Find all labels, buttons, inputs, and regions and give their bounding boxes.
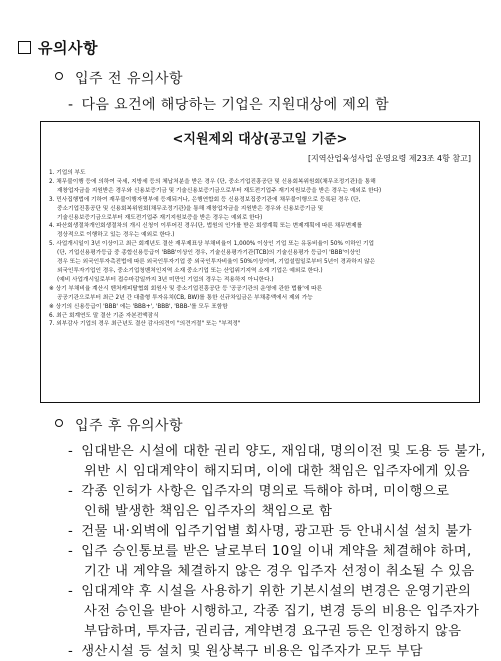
post-line-text: 임대계약 후 시설을 사용하기 위한 기본시설의 변경은 운영기관의 <box>81 584 472 599</box>
post-line-text: 기간 내 계약을 체결하지 않은 경우 입주자 선정이 취소될 수 있음 <box>84 564 475 579</box>
exclusion-line: 공공기관으로부터 최근 2년 간 대출형 투자유치(CB, BW)를 통한 신규차입금은 부채총액에서 제외 가능 <box>57 294 313 301</box>
exclusion-box-source: [지역산업육성사업 운영요령 제23조 4항 참고] <box>307 154 471 163</box>
post-line-text: 입주 승인통보를 받은 날로부터 10일 이내 계약을 체결해야 하며, <box>81 544 472 559</box>
dash-bullet: - <box>68 444 74 459</box>
exclusion-line: ※ 상기의 신용등급이 'BBB' 에는 'BBB+', 'BBB', 'BBB-'를 모두 포함함 <box>49 303 228 310</box>
exclusion-line: 5. 사업개시일이 3년 이상이고 최근 회계년도 결산 재무제표상 부채비율이 1,000% 이상인 기업 또는 유동비율이 50% 이하인 기업 <box>49 241 375 248</box>
post-line <box>68 540 472 559</box>
exclusion-line: 외국인투자기업인 경우, 중소기업청벤처인지역 소재 중소기업 또는 산업위기지역 소재 기업은 예외로 한다.) <box>57 267 323 274</box>
exclusion-line: 3. 민사집행법에 기하여 재무불이행자명부에 등재되거나, 은행연합회 등 신용정보집중기관에 채무불이행으로 등록된 경우 (단, <box>49 196 361 203</box>
exclusion-list <box>49 169 473 329</box>
exclusion-line: 중소기업진흥공단 및 신용회복위원회(채무조정기관)을 통해 재창업자금을 지원받은 경우와 신용보증기금 및 <box>57 205 324 212</box>
post-line-text: 생산시설 등 설치 및 원상복구 비용은 입주자가 모두 부담 <box>81 644 423 659</box>
exclusion-box <box>40 121 480 403</box>
post-line <box>84 560 475 579</box>
post-line <box>68 520 472 539</box>
post-line-text: 위반 시 임대계약이 해지되며, 이에 대한 책임은 입주자에게 있음 <box>84 464 471 479</box>
pre-move-in-intro <box>68 94 389 114</box>
exclusion-line: 2. 채무불이행 등에 의하여 국세, 지방세 등의 체납처분을 받은 경우 (단, 중소기업진흥공단 및 신용회복위원회(채무조정기관)을 통해 <box>49 178 376 185</box>
exclusion-line: 재창업자금을 지원받은 경우와 신용보증기금 및 기술신용보증기금으로부터 재도전기업주 재기지원보증을 받은 경우는 예외로 한다) <box>57 187 382 194</box>
post-line-text: 사전 승인을 받아 시행하고, 각종 집기, 변경 등의 비용은 입주자가 <box>84 604 480 619</box>
exclusion-box-title: <지원제외 대상(공고일 기준> <box>172 132 348 147</box>
post-move-in-title: 입주 후 유의사항 <box>75 418 184 434</box>
exclusion-line: 7. 외부감사 기업의 경우 최근년도 결산 감사의견이 "의견거절" 또는 "부적정" <box>49 321 241 328</box>
post-line <box>84 460 470 479</box>
exclusion-line: 정상적으로 이행하고 있는 경우는 예외로 한다.) <box>57 232 175 239</box>
post-line <box>84 500 332 519</box>
dash-bullet: - <box>68 484 74 499</box>
circle-bullet-icon <box>55 419 63 427</box>
post-line-text: 인해 발생한 책임은 입주자의 책임으로 함 <box>84 504 333 519</box>
pre-move-in-heading <box>55 68 183 88</box>
dash-bullet: - <box>68 97 74 113</box>
pre-move-in-title: 입주 전 유의사항 <box>75 71 184 87</box>
post-move-in-heading <box>55 415 183 435</box>
pre-move-in-intro-text: 다음 요건에 해당하는 기업은 지원대상에 제외 함 <box>81 97 390 113</box>
post-line-text: 임대받은 시설에 대한 권리 양도, 재임대, 명의이전 및 도용 등 불가, <box>81 444 486 459</box>
post-line <box>68 640 423 659</box>
post-line <box>84 620 461 639</box>
exclusion-line: 4. 파산회생절차개인회생절차의 개시 신청이 이루어진 경우(단, 법원의 인가를 받은 회생계획 또는 변제계획에 따른 채무변제를 <box>49 223 363 230</box>
square-bullet-icon <box>18 41 31 54</box>
section-heading <box>18 37 98 58</box>
section-title: 유의사항 <box>38 39 98 57</box>
post-line <box>68 440 486 459</box>
exclusion-line: (예비 사업개시일로부터 접수마감일까지 3년 미만인 기업의 경우는 적용하지 아니한다.) <box>57 276 274 283</box>
dash-bullet: - <box>68 644 74 659</box>
post-line-text: 각종 인허가 사항은 입주자의 명의로 득해야 하며, 미이행으로 <box>81 484 450 499</box>
exclusion-line: ※ 상기 부채비율 계산시 벤처캐피탈협회 회원사 및 중소기업진흥공단 등 '공공기관의 운영에 관한 법률'에 따른 <box>49 285 323 292</box>
exclusion-line: 6. 최근 회계연도 말 결산 기준 자본전액잠식 <box>49 312 159 319</box>
post-line-text: 건물 내·외벽에 입주기업별 회사명, 광고판 등 안내시설 설치 불가 <box>81 524 472 539</box>
dash-bullet: - <box>68 584 74 599</box>
post-line <box>84 600 479 619</box>
exclusion-line: 경우 또는 외국인투자촉진법에 따른 외국인투자기업 중 외국인투자비율이 50%이상이며, 기업설립일로부터 5년이 경과하지 않은 <box>57 259 376 266</box>
exclusion-line: (단, 기업신용평가등급 중 종합신용등급이 'BBB'이상인 경우, 기술신용평가기관(TCB)의 기술신용평가 등급이 'BBB'이상인 <box>57 250 361 257</box>
post-line <box>68 580 471 599</box>
exclusion-line: 1. 기업의 부도 <box>49 170 86 176</box>
post-line-text: 부담하며, 투자금, 권리금, 계약변경 요구권 등은 인정하지 않음 <box>84 624 462 639</box>
dash-bullet: - <box>68 544 74 559</box>
dash-bullet: - <box>68 524 74 539</box>
circle-bullet-icon <box>55 72 63 80</box>
exclusion-line: 기술신용보증기금으로부터 재도전기업주 재기지원보증을 받은 경우는 예외로 한다) <box>57 214 263 221</box>
post-line <box>68 480 449 499</box>
